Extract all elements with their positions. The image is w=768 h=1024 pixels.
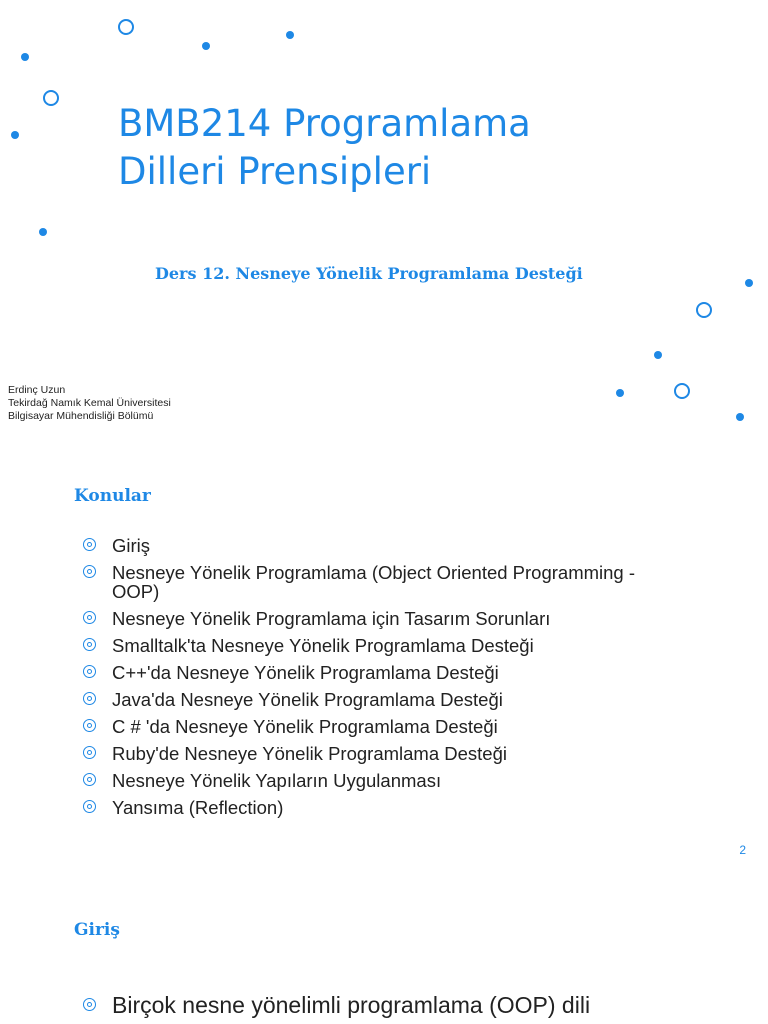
intro-bullets	[80, 992, 720, 1018]
list-item-text: Nesneye Yönelik Yapıların Uygulanması	[112, 770, 442, 791]
ring-bullet-icon	[83, 611, 96, 624]
list-item	[80, 609, 640, 628]
ring-bullet-icon	[83, 998, 96, 1011]
lecture-subtitle: Ders 12. Nesneye Yönelik Programlama Desteği	[155, 264, 583, 283]
ring-bullet-icon	[83, 692, 96, 705]
ring-bullet-icon	[83, 538, 96, 551]
presentation-title	[118, 100, 531, 196]
list-item	[80, 744, 640, 763]
author-university: Tekirdağ Namık Kemal Üniversitesi	[8, 397, 171, 409]
list-item-text: C # 'da Nesneye Yönelik Programlama Desteği	[112, 716, 498, 737]
intro-slide	[0, 864, 768, 1024]
ring-bullet-icon	[83, 565, 96, 578]
list-item	[80, 536, 640, 555]
list-item-text: Giriş	[112, 535, 151, 556]
author-block	[8, 384, 171, 423]
list-item-text: Ruby'de Nesneye Yönelik Programlama Desteği	[112, 743, 507, 764]
list-item-text: Java'da Nesneye Yönelik Programlama Desteği	[112, 689, 503, 710]
list-item	[80, 717, 640, 736]
ring-bullet-icon	[83, 800, 96, 813]
list-item	[80, 690, 640, 709]
title-slide	[0, 0, 768, 440]
ring-bullet-icon	[83, 746, 96, 759]
ring-bullet-icon	[83, 638, 96, 651]
slide-title: Konular	[74, 486, 151, 506]
list-item	[80, 992, 720, 1018]
list-item	[80, 563, 640, 601]
ring-bullet-icon	[83, 719, 96, 732]
list-item	[80, 798, 640, 817]
page-number: 2	[739, 843, 746, 857]
author-department: Bilgisayar Mühendisliği Bölümü	[8, 410, 154, 422]
title-line-2: Dilleri Prensipleri	[118, 150, 432, 193]
ring-bullet-icon	[83, 665, 96, 678]
author-name: Erdinç Uzun	[8, 384, 66, 396]
list-item-text: Birçok nesne yönelimli programlama (OOP) dili	[112, 992, 591, 1018]
ring-bullet-icon	[83, 773, 96, 786]
list-item	[80, 663, 640, 682]
list-item-text: Nesneye Yönelik Programlama için Tasarım Sorunları	[112, 608, 551, 629]
topics-list	[80, 536, 640, 825]
list-item-text: Nesneye Yönelik Programlama (Object Oriented Programming - OOP)	[112, 562, 636, 602]
list-item	[80, 636, 640, 655]
slide-title: Giriş	[74, 920, 120, 940]
list-item-text: Smalltalk'ta Nesneye Yönelik Programlama Desteği	[112, 635, 534, 656]
list-item-text: C++'da Nesneye Yönelik Programlama Desteği	[112, 662, 499, 683]
list-item-text: Yansıma (Reflection)	[112, 797, 284, 818]
topics-slide	[0, 440, 768, 864]
network-decoration	[0, 0, 768, 440]
title-line-1: BMB214 Programlama	[118, 102, 531, 145]
list-item	[80, 771, 640, 790]
